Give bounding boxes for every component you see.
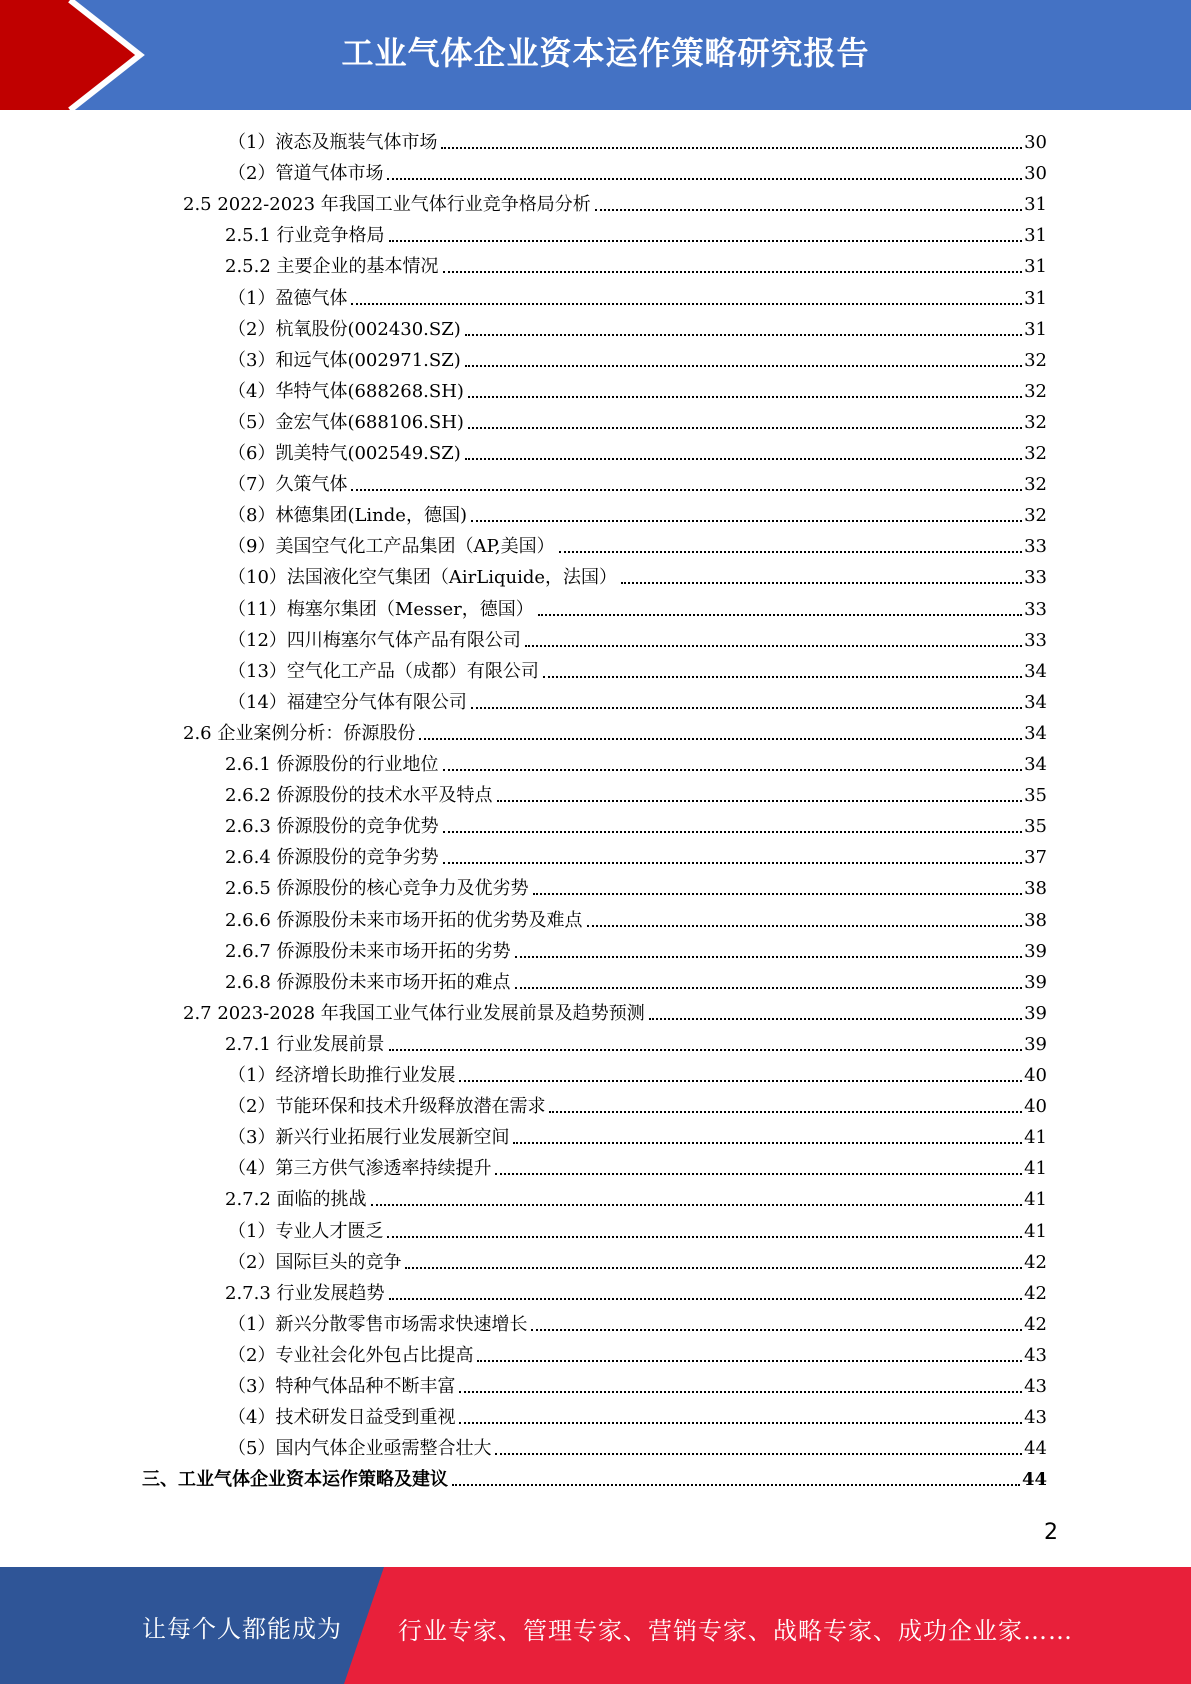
toc-dot-leader bbox=[495, 1173, 1022, 1175]
toc-entry-page: 39 bbox=[1024, 1002, 1047, 1024]
toc-entry[interactable] bbox=[228, 656, 1047, 687]
toc-entry-page: 30 bbox=[1024, 163, 1047, 185]
toc-entry-page: 31 bbox=[1024, 225, 1047, 247]
footer-slogan-left: 让每个人都能成为 bbox=[142, 1615, 342, 1643]
toc-entry[interactable] bbox=[228, 283, 1047, 314]
toc-entry-page: 43 bbox=[1024, 1376, 1047, 1397]
toc-entry-page: 32 bbox=[1024, 474, 1047, 496]
toc-entry-title: （1）经济增长助推行业发展 bbox=[228, 1065, 456, 1086]
toc-entry-page: 42 bbox=[1024, 1282, 1047, 1304]
toc-entry[interactable] bbox=[228, 407, 1047, 438]
toc-dot-leader bbox=[443, 271, 1023, 273]
toc-entry[interactable] bbox=[225, 967, 1047, 998]
toc-dot-leader bbox=[471, 707, 1022, 709]
toc-entry[interactable] bbox=[228, 376, 1047, 407]
toc-entry-title: （2）专业社会化外包占比提高 bbox=[228, 1344, 474, 1366]
toc-entry-title: （4）技术研发日益受到重视 bbox=[228, 1407, 456, 1429]
toc-entry-title: （2）管道气体市场 bbox=[228, 163, 384, 185]
toc-entry-title: 2.6.1 侨源股份的行业地位 bbox=[225, 754, 439, 775]
toc-entry-page: 33 bbox=[1024, 598, 1047, 620]
toc-entry[interactable] bbox=[228, 1309, 1047, 1340]
toc-entry-title: （2）节能环保和技术升级释放潜在需求 bbox=[228, 1096, 546, 1118]
toc-entry-title: （13）空气化工产品（成都）有限公司 bbox=[228, 660, 539, 682]
toc-entry-title: 2.6.7 侨源股份未来市场开拓的劣势 bbox=[225, 940, 511, 962]
toc-entry[interactable] bbox=[228, 469, 1047, 500]
toc-dot-leader bbox=[441, 147, 1022, 149]
toc-entry-page: 31 bbox=[1024, 256, 1047, 278]
toc-entry[interactable] bbox=[225, 842, 1047, 873]
toc-entry-page: 32 bbox=[1024, 380, 1047, 402]
toc-entry-title: 2.6.6 侨源股份未来市场开拓的优劣势及难点 bbox=[225, 909, 583, 931]
toc-entry-title: （1）盈德气体 bbox=[228, 287, 348, 309]
toc-dot-leader bbox=[515, 987, 1023, 989]
toc-entry-page: 32 bbox=[1024, 349, 1047, 371]
toc-entry-page: 42 bbox=[1024, 1313, 1047, 1335]
toc-dot-leader bbox=[513, 1142, 1022, 1144]
toc-entry[interactable] bbox=[228, 1091, 1047, 1122]
toc-dot-leader bbox=[387, 178, 1022, 180]
toc-entry[interactable] bbox=[228, 531, 1047, 562]
toc-entry-page: 42 bbox=[1024, 1251, 1047, 1273]
toc-entry[interactable] bbox=[225, 1278, 1047, 1309]
toc-dot-leader bbox=[497, 800, 1023, 802]
toc-entry-title: （10）法国液化空气集团（AirLiquide，法国） bbox=[228, 567, 618, 589]
report-title: 工业气体企业资本运作策略研究报告 bbox=[341, 34, 870, 72]
toc-entry-page: 43 bbox=[1024, 1344, 1047, 1366]
toc-dot-leader bbox=[595, 209, 1022, 211]
toc-entry[interactable] bbox=[228, 1402, 1047, 1433]
toc-entry-title: （1）液态及瓶装气体市场 bbox=[228, 132, 438, 153]
toc-entry-title: 2.7.1 行业发展前景 bbox=[225, 1033, 385, 1055]
toc-entry[interactable] bbox=[228, 500, 1047, 531]
toc-entry-page: 32 bbox=[1024, 505, 1047, 527]
toc-entry-page: 41 bbox=[1024, 1220, 1047, 1242]
toc-entry-page: 31 bbox=[1024, 318, 1047, 340]
toc-entry-page: 32 bbox=[1024, 411, 1047, 433]
toc-entry-page: 33 bbox=[1024, 567, 1047, 589]
toc-entry[interactable] bbox=[228, 345, 1047, 376]
toc-entry-page: 34 bbox=[1024, 660, 1047, 682]
toc-entry-title: （5）国内气体企业亟需整合壮大 bbox=[228, 1438, 492, 1460]
toc-dot-leader bbox=[468, 427, 1022, 429]
toc-entry-page: 31 bbox=[1024, 287, 1047, 309]
toc-dot-leader bbox=[559, 551, 1022, 553]
toc-dot-leader bbox=[477, 1360, 1022, 1362]
toc-entry-title: （7）久策气体 bbox=[228, 474, 348, 496]
toc-entry[interactable] bbox=[225, 905, 1047, 936]
toc-entry-title: （4）华特气体(688268.SH) bbox=[228, 380, 464, 402]
toc-entry[interactable] bbox=[225, 780, 1047, 811]
toc-entry-title: （9）美国空气化工产品集团（AP,美国） bbox=[228, 536, 555, 558]
toc-entry-title: （6）凯美特气(002549.SZ) bbox=[228, 443, 461, 464]
toc-entry-title: （3）和远气体(002971.SZ) bbox=[228, 349, 461, 371]
toc-dot-leader bbox=[525, 645, 1022, 647]
toc-entry-page: 38 bbox=[1024, 878, 1047, 900]
toc-entry-page: 44 bbox=[1021, 1469, 1047, 1491]
toc-dot-leader bbox=[459, 1422, 1022, 1424]
toc-dot-leader bbox=[405, 1267, 1022, 1269]
toc-dot-leader bbox=[468, 396, 1022, 398]
toc-entry-title: （3）特种气体品种不断丰富 bbox=[228, 1376, 456, 1397]
toc-dot-leader bbox=[443, 769, 1023, 771]
toc-entry-page: 34 bbox=[1024, 722, 1047, 744]
toc-entry-title: 2.6.3 侨源股份的竞争优势 bbox=[225, 816, 439, 838]
toc-entry[interactable] bbox=[183, 189, 1047, 220]
toc-dot-leader bbox=[443, 831, 1023, 833]
toc-entry-title: 2.5.2 主要企业的基本情况 bbox=[225, 256, 439, 278]
toc-entry[interactable] bbox=[228, 625, 1047, 656]
toc-entry[interactable] bbox=[225, 873, 1047, 904]
toc-entry-page: 40 bbox=[1024, 1065, 1047, 1086]
toc-dot-leader bbox=[351, 489, 1022, 491]
toc-entry[interactable] bbox=[228, 1371, 1047, 1402]
toc-entry-page: 35 bbox=[1024, 785, 1047, 807]
toc-entry-title: （11）梅塞尔集团（Messer，德国） bbox=[228, 598, 534, 620]
toc-entry-page: 41 bbox=[1024, 1158, 1047, 1180]
toc-entry-title: 2.7.2 面临的挑战 bbox=[225, 1189, 367, 1211]
toc-entry[interactable] bbox=[225, 1029, 1047, 1060]
toc-entry-page: 39 bbox=[1024, 940, 1047, 962]
toc-entry-title: （1）新兴分散零售市场需求快速增长 bbox=[228, 1313, 528, 1335]
toc-entry[interactable] bbox=[228, 314, 1047, 345]
page-header bbox=[0, 0, 1191, 110]
toc-entry-page: 37 bbox=[1024, 847, 1047, 869]
toc-entry[interactable] bbox=[225, 749, 1047, 780]
toc-entry-title: （8）林德集团(Linde，德国) bbox=[228, 505, 467, 527]
toc-entry-title: 2.5 2022-2023 年我国工业气体行业竞争格局分析 bbox=[183, 194, 591, 216]
toc-entry-page: 34 bbox=[1024, 691, 1047, 713]
toc-entry[interactable] bbox=[228, 1340, 1047, 1371]
toc-dot-leader bbox=[531, 1329, 1022, 1331]
toc-entry[interactable] bbox=[228, 1060, 1047, 1091]
toc-entry-page: 39 bbox=[1024, 1033, 1047, 1055]
toc-entry-page: 30 bbox=[1024, 132, 1047, 153]
toc-entry[interactable] bbox=[225, 811, 1047, 842]
toc-entry-title: （3）新兴行业拓展行业发展新空间 bbox=[228, 1127, 510, 1149]
toc-dot-leader bbox=[649, 1018, 1022, 1020]
toc-entry-title: 2.6 企业案例分析：侨源股份 bbox=[183, 722, 416, 744]
toc-entry-page: 32 bbox=[1024, 443, 1047, 464]
toc-entry[interactable] bbox=[228, 158, 1047, 189]
toc-entry-title: 2.5.1 行业竞争格局 bbox=[225, 225, 385, 247]
toc-dot-leader bbox=[351, 303, 1022, 305]
toc-entry[interactable] bbox=[225, 1184, 1047, 1215]
toc-entry[interactable] bbox=[142, 1464, 1047, 1495]
toc-dot-leader bbox=[389, 240, 1023, 242]
toc-entry[interactable] bbox=[228, 1433, 1047, 1464]
toc-dot-leader bbox=[452, 1484, 1020, 1486]
toc-entry[interactable] bbox=[183, 718, 1047, 749]
toc-entry-title: 2.6.4 侨源股份的竞争劣势 bbox=[225, 847, 439, 869]
toc-entry-page: 38 bbox=[1024, 909, 1047, 931]
toc-entry[interactable] bbox=[228, 1247, 1047, 1278]
toc-entry-title: 2.6.2 侨源股份的技术水平及特点 bbox=[225, 785, 493, 807]
toc-entry[interactable] bbox=[228, 1122, 1047, 1153]
toc-entry-title: 2.7 2023-2028 年我国工业气体行业发展前景及趋势预测 bbox=[183, 1002, 645, 1024]
toc-entry[interactable] bbox=[225, 220, 1047, 251]
toc-entry-title: （5）金宏气体(688106.SH) bbox=[228, 411, 464, 433]
toc-entry[interactable] bbox=[228, 562, 1047, 593]
page-footer bbox=[0, 1567, 1191, 1684]
toc-dot-leader bbox=[621, 582, 1022, 584]
toc-entry-title: （2）杭氧股份(002430.SZ) bbox=[228, 318, 461, 340]
toc-dot-leader bbox=[459, 1391, 1022, 1393]
toc-entry[interactable] bbox=[228, 1216, 1047, 1247]
toc-entry-page: 43 bbox=[1024, 1407, 1047, 1429]
toc-entry-title: （1）专业人才匮乏 bbox=[228, 1220, 384, 1242]
toc-dot-leader bbox=[419, 738, 1022, 740]
toc-entry[interactable] bbox=[228, 594, 1047, 625]
toc-entry-page: 33 bbox=[1024, 536, 1047, 558]
toc-entry-title: 2.7.3 行业发展趋势 bbox=[225, 1282, 385, 1304]
toc-entry-title: 2.6.8 侨源股份未来市场开拓的难点 bbox=[225, 971, 511, 993]
toc-dot-leader bbox=[543, 676, 1022, 678]
toc-dot-leader bbox=[587, 925, 1023, 927]
toc-entry-page: 31 bbox=[1024, 194, 1047, 216]
toc-entry-title: （14）福建空分气体有限公司 bbox=[228, 691, 467, 713]
toc-dot-leader bbox=[533, 893, 1023, 895]
toc-dot-leader bbox=[495, 1453, 1022, 1455]
toc-dot-leader bbox=[465, 365, 1022, 367]
toc-entry-title: （4）第三方供气渗透率持续提升 bbox=[228, 1158, 492, 1180]
toc-entry[interactable] bbox=[228, 1153, 1047, 1184]
toc-entry-title: 三、工业气体企业资本运作策略及建议 bbox=[142, 1469, 448, 1491]
toc-dot-leader bbox=[389, 1298, 1023, 1300]
toc-entry[interactable] bbox=[228, 438, 1047, 469]
toc-entry[interactable] bbox=[225, 251, 1047, 282]
toc-dot-leader bbox=[371, 1204, 1023, 1206]
toc-dot-leader bbox=[515, 956, 1023, 958]
toc-entry-page: 41 bbox=[1024, 1127, 1047, 1149]
toc-entry-title: （2）国际巨头的竞争 bbox=[228, 1251, 402, 1273]
toc-entry[interactable] bbox=[183, 998, 1047, 1029]
footer-slogan-right: 行业专家、管理专家、营销专家、战略专家、成功企业家…… bbox=[398, 1617, 1073, 1645]
toc-entry[interactable] bbox=[228, 127, 1047, 158]
toc-entry-page: 44 bbox=[1024, 1438, 1047, 1460]
toc-entry[interactable] bbox=[228, 687, 1047, 718]
toc-dot-leader bbox=[443, 862, 1023, 864]
toc-dot-leader bbox=[459, 1080, 1022, 1082]
toc-entry-page: 33 bbox=[1024, 629, 1047, 651]
toc-dot-leader bbox=[465, 334, 1022, 336]
toc-entry-page: 39 bbox=[1024, 971, 1047, 993]
toc-dot-leader bbox=[471, 520, 1022, 522]
toc-entry-page: 40 bbox=[1024, 1096, 1047, 1118]
toc-dot-leader bbox=[538, 614, 1022, 616]
toc-dot-leader bbox=[389, 1049, 1023, 1051]
toc-entry[interactable] bbox=[225, 936, 1047, 967]
page-number: 2 bbox=[1044, 1520, 1058, 1545]
toc-dot-leader bbox=[465, 458, 1022, 460]
toc-entry-page: 35 bbox=[1024, 816, 1047, 838]
toc-entry-page: 34 bbox=[1024, 754, 1047, 775]
toc-entry-title: （12）四川梅塞尔气体产品有限公司 bbox=[228, 629, 521, 651]
toc-entry-page: 41 bbox=[1024, 1189, 1047, 1211]
toc-entry-title: 2.6.5 侨源股份的核心竞争力及优劣势 bbox=[225, 878, 529, 900]
toc-dot-leader bbox=[387, 1236, 1022, 1238]
toc-dot-leader bbox=[549, 1111, 1022, 1113]
